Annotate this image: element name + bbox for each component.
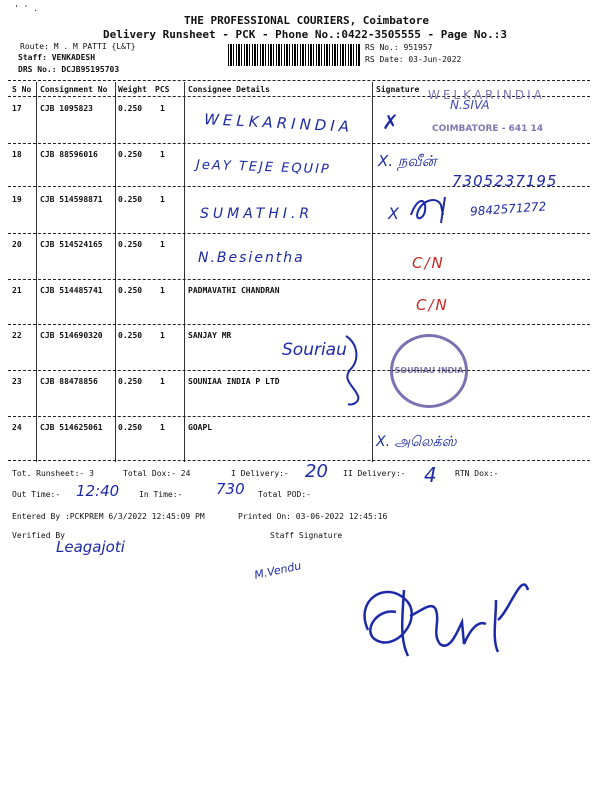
row-handwritten-consignee: WELKARINDIA — [203, 110, 354, 136]
column-line — [36, 82, 37, 462]
barcode — [228, 44, 360, 66]
i-delivery-value: 20 — [305, 461, 328, 482]
row-weight: 0.250 — [118, 150, 143, 159]
col-pcs: PCS — [155, 85, 170, 94]
stamp-line-2: COIMBATORE - 641 14 — [432, 124, 544, 134]
divider — [8, 370, 590, 371]
row-sno: 24 — [12, 423, 22, 432]
row-sign-mark: ✗ — [382, 110, 399, 134]
column-line — [372, 82, 373, 462]
i-delivery-label: I Delivery:- — [231, 469, 289, 478]
row-sno: 17 — [12, 104, 22, 113]
row-consignment: CJB 514690320 — [40, 331, 103, 340]
row-sno: 23 — [12, 377, 22, 386]
col-consignment: Consignment No — [40, 85, 108, 94]
row-weight: 0.250 — [118, 377, 143, 386]
row-pcs: 1 — [160, 150, 165, 159]
row-consignment: CJB 88478856 — [40, 377, 98, 386]
verified-by-signature: Leagajoti — [56, 538, 125, 556]
row-handwritten-consignee: SUMATHI.R — [200, 206, 314, 222]
runsheet-subtitle: Delivery Runsheet - PCK - Phone No.:0422-3505555 - Page No.:3 — [103, 28, 507, 41]
row-pcs: 1 — [160, 377, 165, 386]
rs-date: RS Date: 03-Jun-2022 — [365, 55, 462, 64]
row-consignment: CJB 514524165 — [40, 240, 103, 249]
stamp-line-1: WELKARINDIA — [428, 88, 545, 102]
row-consignment: CJB 514598871 — [40, 195, 103, 204]
row-consignee: SANJAY MR — [188, 331, 232, 340]
row-sno: 21 — [12, 286, 22, 295]
entered-by: Entered By :PCKPREM 6/3/2022 12:45:09 PM — [12, 512, 205, 521]
row-weight: 0.250 — [118, 240, 143, 249]
ii-delivery-label: II Delivery:- — [343, 469, 406, 478]
drs-number: DRS No.: DCJB95195703 — [18, 65, 120, 74]
row-weight: 0.250 — [118, 331, 143, 340]
divider — [8, 416, 590, 417]
row-pcs: 1 — [160, 286, 165, 295]
row-phone-number: 7305237195 — [452, 172, 558, 190]
row-signature: N.SIVA — [450, 98, 490, 112]
row-sno: 22 — [12, 331, 22, 340]
row-pcs: 1 — [160, 195, 165, 204]
divider — [8, 233, 590, 234]
staff-label: Staff: VENKADESH — [18, 53, 96, 62]
col-consignee: Consignee Details — [188, 85, 270, 94]
row-consignee: SOUNIAA INDIA P LTD — [188, 377, 280, 386]
divider — [8, 460, 590, 461]
row-weight: 0.250 — [118, 195, 143, 204]
row-pcs: 1 — [160, 331, 165, 340]
row-consignment: CJB 514625061 — [40, 423, 103, 432]
row-pcs: 1 — [160, 240, 165, 249]
in-time-label: In Time:- — [139, 490, 183, 499]
staff-signature-drawing — [346, 560, 546, 670]
row-signature: X — [388, 204, 399, 223]
col-signature: Signature — [376, 85, 420, 94]
tot-runsheet: Tot. Runsheet:- 3 — [12, 469, 94, 478]
ii-delivery-value: 4 — [424, 463, 437, 487]
row-consignment: CJB 1095823 — [40, 104, 93, 113]
row-weight: 0.250 — [118, 286, 143, 295]
row-signature: X. அலெக்ஸ் — [376, 434, 457, 450]
row-sno: 18 — [12, 150, 22, 159]
staff-signature-name: M.Vendu — [253, 559, 303, 582]
out-time-value: 12:40 — [76, 482, 120, 500]
rtn-dox: RTN Dox:- — [455, 469, 499, 478]
row-signature: C/N — [412, 254, 445, 272]
total-pod: Total POD:- — [258, 490, 311, 499]
row-weight: 0.250 — [118, 104, 143, 113]
col-sno: S No — [12, 85, 32, 94]
row-signature: C/N — [416, 296, 449, 314]
column-line — [115, 82, 116, 462]
top-marks: ' ' . — [14, 4, 39, 13]
signature-scribble — [405, 193, 465, 227]
printed-on: Printed On: 03-06-2022 12:45:16 — [238, 512, 388, 521]
divider — [8, 324, 590, 325]
column-line — [184, 82, 185, 462]
divider — [8, 186, 590, 187]
souriau-stamp: SOURIAU INDIA — [390, 334, 468, 408]
row-consignment: CJB 88596016 — [40, 150, 98, 159]
row-sno: 20 — [12, 240, 22, 249]
row-sno: 19 — [12, 195, 22, 204]
welkar-stamp — [418, 88, 580, 132]
verified-by-label: Verified By — [12, 531, 65, 540]
staff-signature-label: Staff Signature — [270, 531, 343, 540]
row-pcs: 1 — [160, 423, 165, 432]
col-weight: Weight — [118, 85, 147, 94]
row-pcs: 1 — [160, 104, 165, 113]
company-title: THE PROFESSIONAL COURIERS, Coimbatore — [184, 14, 430, 27]
route-label: Route: M . M PATTI {L&T} — [20, 42, 136, 51]
row-weight: 0.250 — [118, 423, 143, 432]
out-time-label: Out Time:- — [12, 490, 61, 499]
total-dox: Total Dox:- 24 — [123, 469, 191, 478]
row-handwritten-consignee: Souriau — [282, 340, 347, 360]
row-handwritten-consignee: N.Besientha — [198, 250, 305, 266]
divider — [8, 143, 590, 144]
rs-number: RS No.: 951957 — [365, 43, 433, 52]
row-consignee: PADMAVATHI CHANDRAN — [188, 286, 280, 295]
row-consignee: GOAPL — [188, 423, 213, 432]
row-handwritten-consignee: JeAY TEJE EQUIP — [195, 157, 332, 178]
in-time-value: 730 — [216, 480, 245, 498]
row-signature: X. நவீன் — [378, 152, 437, 170]
divider — [8, 80, 590, 81]
divider — [8, 279, 590, 280]
row-consignment: CJB 514485741 — [40, 286, 103, 295]
row-phone-number: 9842571272 — [469, 199, 547, 219]
